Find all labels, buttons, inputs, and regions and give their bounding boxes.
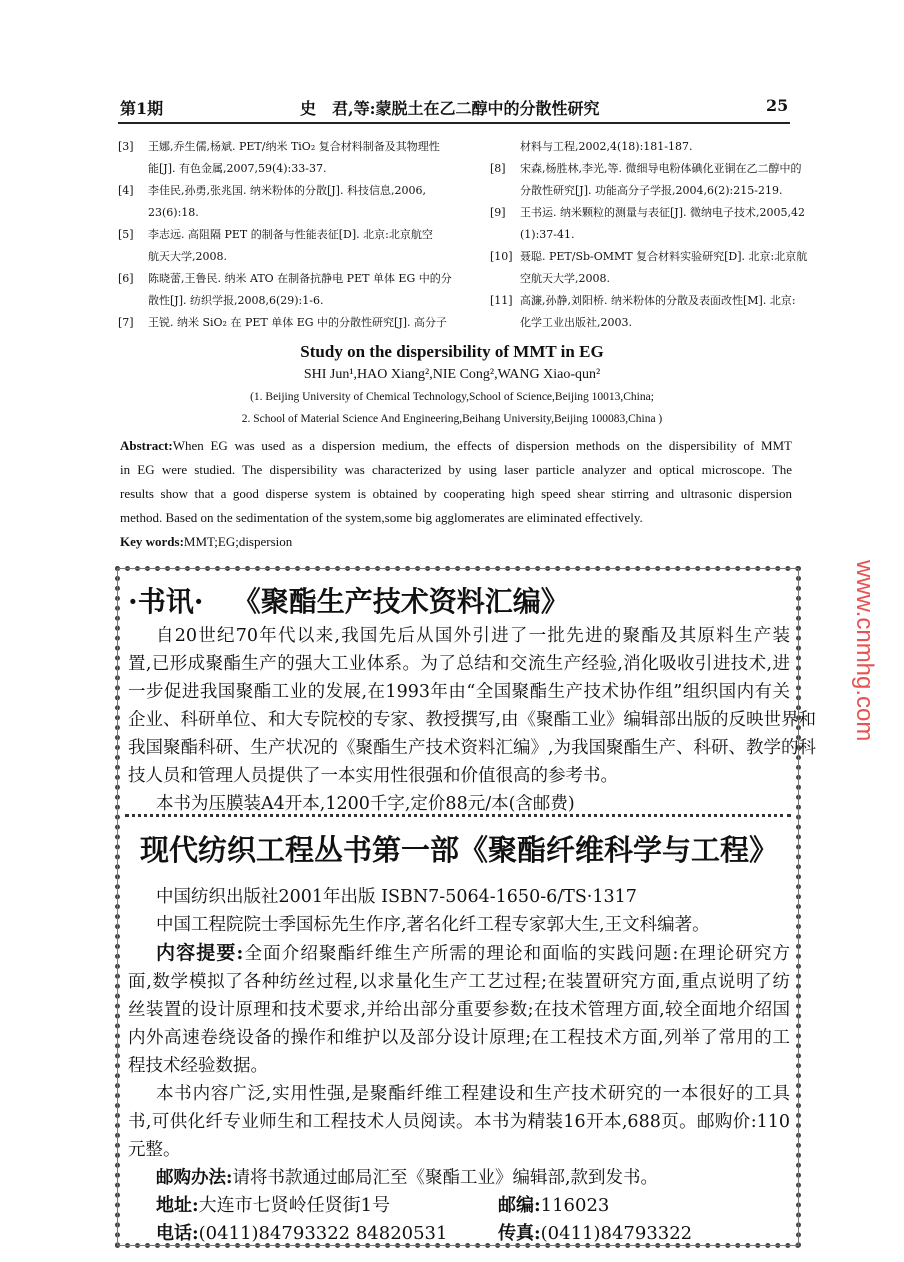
notice1-line: 自20世纪70年代以来,我国先后从国外引进了一批先进的聚酯及其原料生产装 [156,626,790,646]
publisher-line: 中国纺织出版社2001年出版 ISBN7-5064-1650-6/TS·1317 [156,887,637,907]
order-line [128,1164,790,1192]
reference-text: 航天大学,2008. [148,250,227,263]
reference-item [118,268,473,312]
reference-text: 宋森,杨胜林,李光,等. 微细导电粉体碘化亚铜在乙二醇中的 [520,162,802,175]
keywords-label: Key words: [120,534,184,549]
keywords [120,530,292,554]
notice1-body [128,622,817,818]
reference-number: [8] [490,162,506,175]
english-authors: SHI Jun¹,HAO Xiang²,NIE Cong²,WANG Xiao-qun² [303,367,601,382]
summary-last-line: 程技术经验数据。 [128,1056,268,1076]
address-row [128,1192,790,1220]
header-rule [118,122,790,124]
reference-text: 材料与工程,2002,4(18):181-187. [520,140,693,153]
phone-row-label-2: 传真: [498,1223,541,1244]
description-line: 书,可供化纤专业师生和工程技术人员阅读。本书为精装16开本,688页。邮购价:110 [128,1112,790,1132]
phone-row-label: 电话: [156,1223,199,1244]
notice1-line: 一步促进我国聚酯工业的发展,在1993年由“全国聚酯生产技术协作组”组织国内有关 [128,682,790,702]
address-row-value-2: 116023 [540,1195,610,1216]
reference-text: 23(6):18. [148,206,199,219]
reference-text: 聂聪. PET/Sb-OMMT 复合材料实验研究[D]. 北京:北京航 [520,250,808,263]
reference-number: [9] [490,206,506,219]
reference-text: 分散性研究[J]. 功能高分子学报,2004,6(2):215-219. [520,184,783,197]
affiliation-2: 2. School of Material Science And Engineering,Beihang University,Beijing 100083,China ) [241,413,663,425]
reference-text: 高濂,孙静,刘阳桥. 纳米粉体的分散及表面改性[M]. 北京: [520,294,796,307]
reference-number: [5] [118,228,134,241]
order-label: 邮购办法: [156,1168,233,1188]
summary-line: 丝装置的设计原理和技术要求,并给出部分重要参数;在技术管理方面,较全面地介绍国 [128,1000,790,1020]
order-text: 请将书款通过邮局汇至《聚酯工业》编辑部,款到发书。 [232,1168,659,1188]
reference-item [118,180,473,224]
summary-label: 内容提要: [156,942,244,964]
reference-text: 能[J]. 有色金属,2007,59(4):33-37. [148,162,327,175]
watermark: www.cnmhg.com [851,560,878,742]
reference-item [118,224,473,268]
abstract-line: results show that a good disperse system is obtained by cooperating high speed shear stirring and ultrasonic dispersion [120,486,792,501]
summary-first-line [128,939,790,968]
notice1-line: 置,已形成聚酯生产的强大工业体系。为了总结和交流生产经验,消化吸收引进技术,进 [128,654,790,674]
reference-item [118,312,473,334]
notice1-line: 我国聚酯科研、生产状况的《聚酯生产技术资料汇编》,为我国聚酯生产、科研、教学的科 [128,738,817,758]
summary-line: 内外高速卷绕设备的操作和维护以及部分设计原理;在工程技术方面,列举了常用的工 [128,1028,790,1048]
reference-text: 王锐. 纳米 SiO₂ 在 PET 单体 EG 中的分散性研究[J]. 高分子 [148,316,448,329]
reference-text: 空航天大学,2008. [520,272,610,285]
reference-text: (1):37-41. [520,228,575,241]
notice1-label: ·书讯· [128,585,204,618]
reference-item [490,246,810,290]
notice1-line: 企业、科研单位、和大专院校的专家、教授撰写,由《聚酯工业》编辑部出版的反映世界和 [128,710,817,730]
reference-text: 王娜,乔生儒,杨斌. PET/纳米 TiO₂ 复合材料制备及其物理性 [148,140,440,153]
phone-row-value-2: (0411)84793322 [540,1223,693,1244]
keywords-text: MMT;EG;dispersion [183,534,293,549]
reference-item [490,202,810,246]
reference-item [118,136,473,180]
reference-text: 化学工业出版社,2003. [520,316,632,329]
reference-number: [11] [490,294,513,307]
reference-number: [6] [118,272,134,285]
abstract-text: When EG was used as a dispersion medium, the effects of dispersion methods on the dispersibility of MMT [172,438,792,453]
reference-item [490,158,810,202]
description-last-line: 元整。 [128,1140,181,1160]
reference-item [490,290,810,334]
address-row-value: 大连市七贤岭任贤街1号 [198,1195,391,1216]
english-title: Study on the dispersibility of MMT in EG [300,342,604,361]
phone-row [128,1220,790,1248]
address-row-label: 地址: [156,1195,199,1216]
notice2-title: 现代纺织工程丛书第一部《聚酯纤维科学与工程》 [139,833,778,867]
reference-text: 散性[J]. 纺织学报,2008,6(29):1-6. [148,294,324,307]
phone-row-value: (0411)84793322 84820531 [198,1223,448,1244]
issue-number: 第1期 [120,99,164,118]
affiliation-1: (1. Beijing University of Chemical Technology,School of Science,Beijing 10013,China; [250,391,654,403]
page-number: 25 [766,96,789,115]
summary-text: 全面介绍聚酯纤维生产所需的理论和面临的实践问题:在理论研究方 [243,944,790,964]
abstract [120,434,792,530]
notice2-body [128,883,790,1248]
reference-number: [7] [118,316,134,329]
reference-text: 王书运. 纳米颗粒的测量与表征[J]. 微纳电子技术,2005,42 [520,206,805,219]
notice1-price: 本书为压膜装A4开本,1200千字,定价88元/本(含邮费) [156,794,575,814]
references-left-column [118,136,473,334]
notice1-heading [128,580,569,620]
reference-text: 李佳民,孙勇,张兆国. 纳米粉体的分散[J]. 科技信息,2006, [148,184,426,197]
abstract-line: in EG were studied. The dispersibility was characterized by using laser particle analyzer and optical microscope. The [120,462,792,477]
author-line: 中国工程院院士季国标先生作序,著名化纤工程专家郭大生,王文科编著。 [156,915,710,935]
address-row-label-2: 邮编: [498,1195,541,1216]
reference-number: [3] [118,140,134,153]
notice1-title: 《聚酯生产技术资料汇编》 [232,585,569,618]
reference-number: [4] [118,184,134,197]
reference-number [490,136,520,158]
running-title: 史 君,等:蒙脱土在乙二醇中的分散性研究 [300,99,600,118]
summary-line: 面,数学模拟了各种纺丝过程,以求量化生产工艺过程;在装置研究方面,重点说明了纺 [128,972,790,992]
abstract-line [120,434,792,458]
abstract-label: Abstract: [120,438,173,453]
description-line: 本书内容广泛,实用性强,是聚酯纤维工程建设和生产技术研究的一本很好的工具 [156,1084,790,1104]
reference-text: 李志远. 高阻隔 PET 的制备与性能表征[D]. 北京:北京航空 [148,228,433,241]
reference-item [490,136,810,158]
references-right-column [490,136,810,334]
reference-number: [10] [490,250,513,263]
reference-text: 陈晓蕾,王鲁民. 纳米 ATO 在制备抗静电 PET 单体 EG 中的分 [148,272,452,285]
notice1-line: 技人员和管理人员提供了一本实用性很强和价值很高的参考书。 [128,766,618,786]
abstract-line: method. Based on the sedimentation of the system,some big agglomerates are eliminated effectively. [120,510,643,525]
